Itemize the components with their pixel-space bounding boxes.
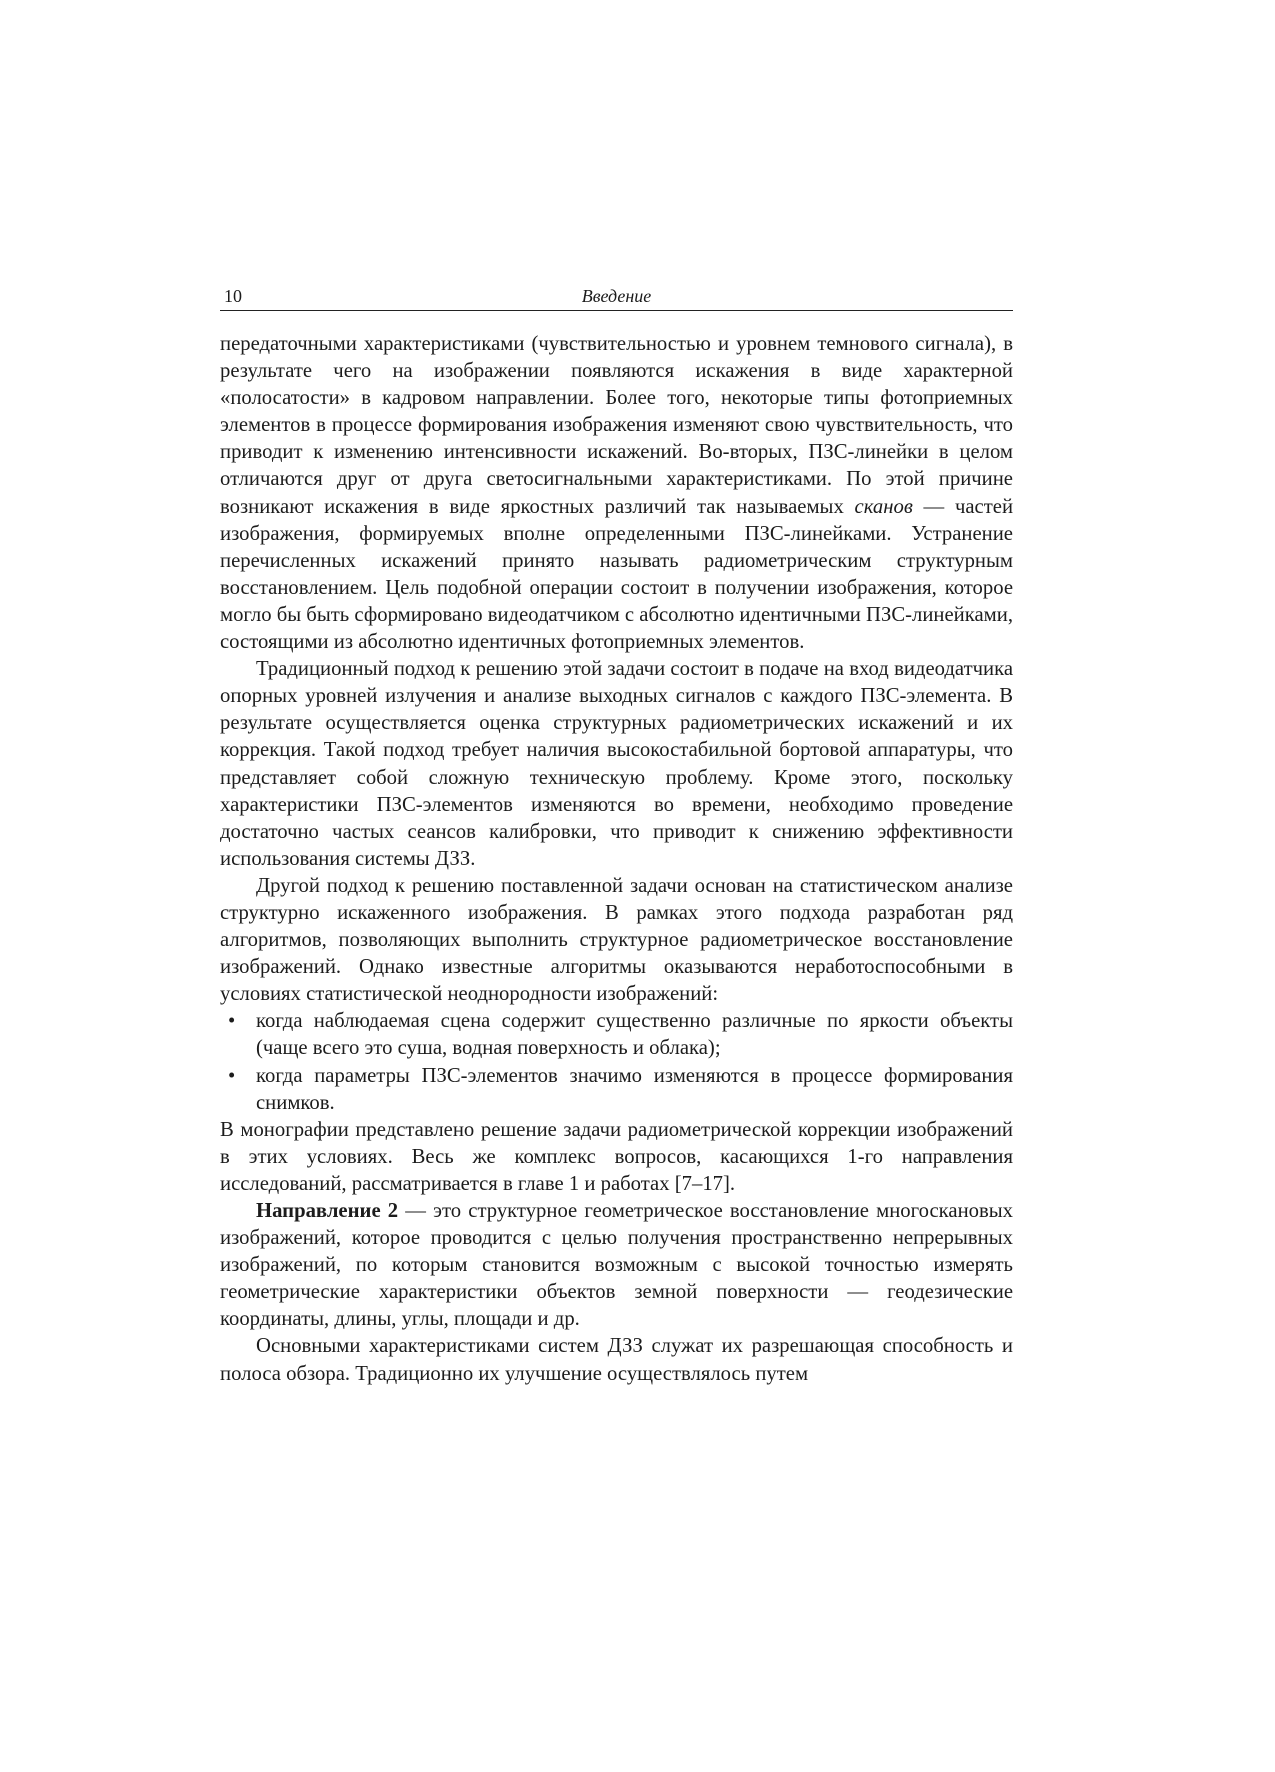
paragraph-4: В монографии представлено решение задачи радиометрической коррекции изображений в этих условиях. Весь же комплекс вопросов, касающихся 1-го направления исследований, рассматривается в главе 1 и работах [7–17].	[220, 1118, 1013, 1195]
bullet-icon: •	[228, 1010, 236, 1033]
paragraph-1-continuation: — частей изображения, формируемых вполне определенными ПЗС-линейками. Устранение перечисленных искажений принято называть радиометрическим структурным восстановлением. Цель подобной операции состоит в получении изображения, которое могло бы быть сформировано видеодатчиком с абсолютно идентичными ПЗС-линейками, состоящими из абсолютно идентичных фотоприемных элементов.	[220, 495, 1014, 654]
bullet-list	[220, 1008, 1013, 1116]
paragraph-1	[220, 331, 1013, 656]
page-header	[220, 286, 1013, 311]
bullet-icon: •	[228, 1064, 236, 1087]
paragraph-2: Традиционный подход к решению этой задачи состоит в подаче на вход видеодатчика опорных уровней излучения и анализе выходных сигналов с каждого ПЗС-элемента. В результате осуществляется оценка структурных радиометрических искажений и их коррекция. Такой подход требует наличия высокостабильной бортовой аппаратуры, что представляет собой сложную техническую проблему. Кроме этого, поскольку характеристики ПЗС-элементов изменяются во времени, необходимо проведение достаточно частых сеансов калибровки, что приводит к снижению эффективности использования системы ДЗЗ.	[220, 658, 1013, 870]
list-item-text: когда наблюдаемая сцена содержит существенно различные по яркости объекты (чаще всего это суша, водная поверхность и облака);	[256, 1010, 1013, 1060]
list-item	[220, 1008, 1013, 1062]
list-item	[220, 1063, 1013, 1117]
list-item-text: когда параметры ПЗС-элементов значимо изменяются в процессе формирования снимков.	[256, 1064, 1013, 1114]
page-number: 10	[224, 286, 242, 306]
section-lead: Направление 2	[256, 1200, 399, 1222]
paragraph-3: Другой подход к решению поставленной задачи основан на статистическом анализе структурно искаженного изображения. В рамках этого подхода разработан ряд алгоритмов, позволяющих выполнить структурное радиометрическое восстановление изображений. Однако известные алгоритмы оказываются неработоспособными в условиях статистической неоднородности изображений:	[220, 874, 1013, 1006]
running-title: Введение	[581, 286, 652, 306]
emphasis-term: сканов	[854, 495, 913, 518]
paragraph-6: Основными характеристиками систем ДЗЗ служат их разрешающая способность и полоса обзора. Традиционно их улучшение осуществлялось путем	[220, 1335, 1013, 1385]
body-text	[220, 331, 1013, 1388]
paragraph-5-text: — это структурное геометрическое восстановление многоскановых изображений, которое проводится с целью получения пространственно непрерывных изображений, по которым становится возможным с высокой точностью измерять геометрические характеристики объектов земной поверхности — геодезические координаты, длины, углы, площади и др.	[220, 1200, 1014, 1331]
paragraph-5	[220, 1198, 1013, 1333]
paragraph-1-text: передаточными характеристиками (чувствительностью и уровнем темнового сигнала), в результате чего на изображении появляются искажения в виде характерной «полосатости» в кадровом направлении. Более того, некоторые типы фотоприемных элементов в процессе формирования изображения изменяют свою чувствительность, что приводит к изменению интенсивности искажений. Во-вторых, ПЗС-линейки в целом отличаются друг от друга светосигнальными характеристиками. По этой причине возникают искажения в виде яркостных различий так называемых	[220, 333, 1013, 518]
